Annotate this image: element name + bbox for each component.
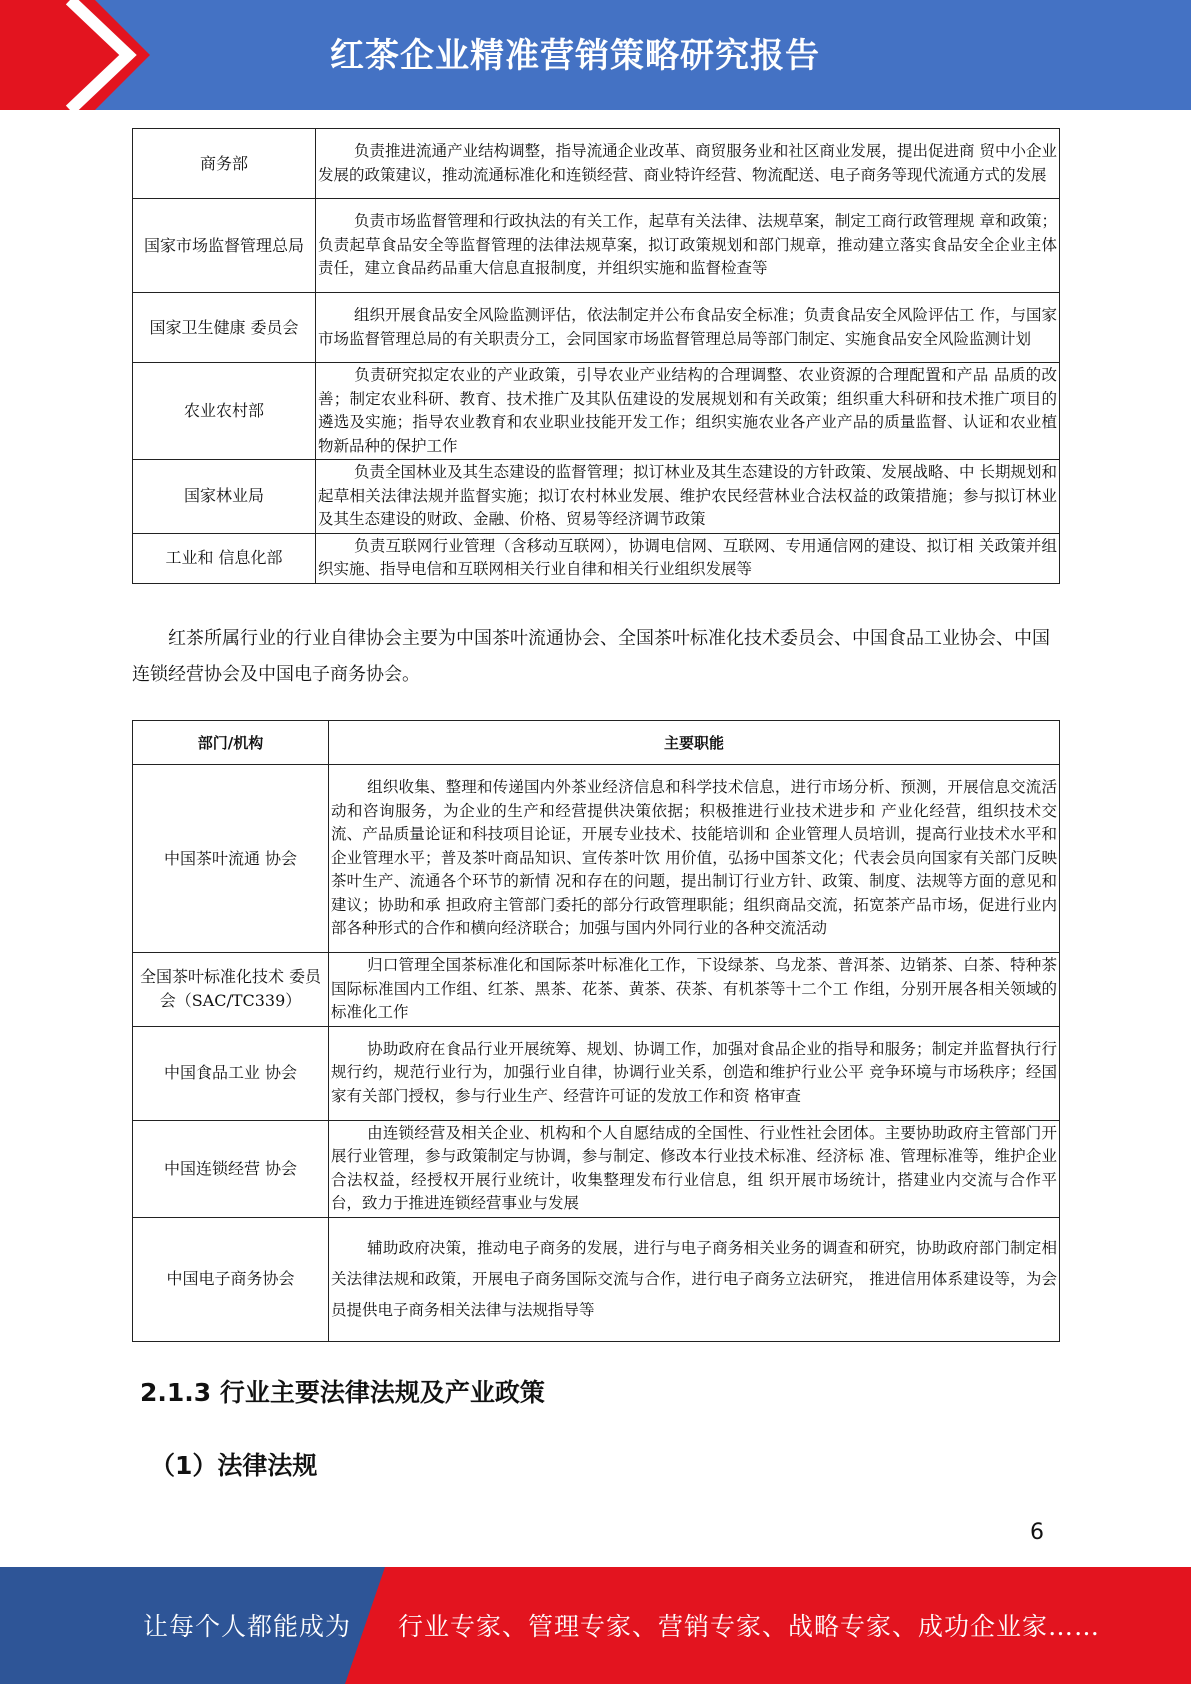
page-footer — [0, 1567, 1191, 1684]
dept-cell: 国家卫生健康 委员会 — [133, 293, 316, 363]
desc-cell: 辅助政府决策，推动电子商务的发展，进行与电子商务相关业务的调查和研究，协助政府部门制定相关法律法规和政策，开展电子商务国际交流与合作，进行电子商务立法研究， 推进信用体系建设等，为会员提供电子商务相关法律与法规指导等 — [329, 1217, 1060, 1341]
header-dept: 部门/机构 — [133, 721, 329, 765]
desc-cell: 负责推进流通产业结构调整，指导流通企业改革、商贸服务业和社区商业发展，提出促进商 贸中小企业发展的政策建议，推动流通标准化和连锁经营、商业特许经营、物流配送、电子商务等现代流通方式的发展 — [316, 129, 1060, 199]
dept-cell: 中国连锁经营 协会 — [133, 1120, 329, 1217]
table-row — [133, 1217, 1060, 1341]
table-row — [133, 765, 1060, 953]
table-row — [133, 199, 1060, 293]
table-row — [133, 953, 1060, 1027]
dept-cell: 中国茶叶流通 协会 — [133, 765, 329, 953]
table-row — [133, 363, 1060, 460]
desc-cell: 负责互联网行业管理（含移动互联网），协调电信网、互联网、专用通信网的建设、拟订相 关政策并组织实施、指导电信和互联网相关行业自律和相关行业组织发展等 — [316, 533, 1060, 583]
desc-cell: 负责研究拟定农业的产业政策，引导农业产业结构的合理调整、农业资源的合理配置和产品 品质的改善；制定农业科研、教育、技术推广及其队伍建设的发展规划和有关政策；组织重大科研和技术推广项目的遴选及实施；指导农业教育和农业职业技能开发工作；组织实施农业各产业产品的质量监督、认证和农业植物新品种的保护工作 — [316, 363, 1060, 460]
desc-cell: 组织收集、整理和传递国内外茶业经济信息和科学技术信息，进行市场分析、预测，开展信息交流活动和咨询服务，为企业的生产和经营提供决策依据；积极推进行业技术进步和 产业化经营，组织技术交流、产品质量论证和科技项目论证，开展专业技术、技能培训和 企业管理人员培训，提高行业技术水平和企业管理水平；普及茶叶商品知识、宣传茶叶饮 用价值，弘扬中国茶文化；代表会员向国家有关部门反映茶叶生产、流通各个环节的新情 况和存在的问题，提出制订行业方针、政策、制度、法规等方面的意见和建议；协助和承 担政府主管部门委托的部分行政管理职能；组织商品交流，拓宽茶产品市场，促进行业内 部各种形式的合作和横向经济联合；加强与国内外同行业的各种交流活动 — [329, 765, 1060, 953]
table-row — [133, 129, 1060, 199]
dept-cell: 全国茶叶标准化技术 委员会（SAC/TC339） — [133, 953, 329, 1027]
table-header-row — [133, 721, 1060, 765]
dept-cell: 中国电子商务协会 — [133, 1217, 329, 1341]
dept-cell: 国家林业局 — [133, 460, 316, 534]
header-desc: 主要职能 — [329, 721, 1060, 765]
footer-slogan-left: 让每个人都能成为 — [143, 1612, 352, 1641]
table-row — [133, 1026, 1060, 1120]
desc-cell: 组织开展食品安全风险监测评估，依法制定并公布食品安全标准；负责食品安全风险评估工 作，与国家市场监督管理总局的有关职责分工，会同国家市场监督管理总局等部门制定、实施食品安全风险监测计划 — [316, 293, 1060, 363]
associations-paragraph: 红茶所属行业的行业自律协会主要为中国茶叶流通协会、全国茶叶标准化技术委员会、中国食品工业协会、中国连锁经营协会及中国电子商务协会。 — [132, 628, 1050, 685]
table-row — [133, 293, 1060, 363]
report-title: 红茶企业精准营销策略研究报告 — [330, 36, 820, 76]
desc-cell: 负责市场监督管理和行政执法的有关工作，起草有关法律、法规草案，制定工商行政管理规 章和政策；负责起草食品安全等监督管理的法律法规草案，拟订政策规划和部门规章，推动建立落实食品安全企业主体责任，建立食品药品重大信息直报制度，并组织实施和监督检查等 — [316, 199, 1060, 293]
dept-cell: 农业农村部 — [133, 363, 316, 460]
desc-cell: 由连锁经营及相关企业、机构和个人自愿结成的全国性、行业性社会团体。主要协助政府主管部门开展行业管理，参与政策制定与协调，参与制定、修改本行业技术标准、经济标 准、管理标准等，维护企业合法权益，经授权开展行业统计，收集整理发布行业信息，组 织开展市场统计，搭建业内交流与合作平台，致力于推进连锁经营事业与发展 — [329, 1120, 1060, 1217]
section-heading: 2.1.3 行业主要法律法规及产业政策 — [140, 1378, 545, 1407]
dept-cell: 国家市场监督管理总局 — [133, 199, 316, 293]
dept-cell: 中国食品工业 协会 — [133, 1026, 329, 1120]
dept-cell: 商务部 — [133, 129, 316, 199]
page-header — [0, 0, 1191, 110]
desc-cell: 协助政府在食品行业开展统筹、规划、协调工作，加强对食品企业的指导和服务；制定并监督执行行规行约，规范行业行为，加强行业自律，协调行业关系，创造和维护行业公平 竞争环境与市场秩序；经国家有关部门授权，参与行业生产、经营许可证的发放工作和资 格审查 — [329, 1026, 1060, 1120]
table-row — [133, 460, 1060, 534]
table-row — [133, 1120, 1060, 1217]
industry-associations-table — [132, 720, 1060, 1342]
government-departments-table — [132, 128, 1060, 584]
desc-cell: 负责全国林业及其生态建设的监督管理；拟订林业及其生态建设的方针政策、发展战略、中 长期规划和起草相关法律法规并监督实施；拟订农村林业发展、维护农民经营林业合法权益的政策措施；参与拟订林业及其生态建设的财政、金融、价格、贸易等经济调节政策 — [316, 460, 1060, 534]
dept-cell: 工业和 信息化部 — [133, 533, 316, 583]
footer-slogan-right: 行业专家、管理专家、营销专家、战略专家、成功企业家…… — [398, 1612, 1101, 1641]
table-row — [133, 533, 1060, 583]
desc-cell: 归口管理全国茶标准化和国际茶叶标准化工作，下设绿茶、乌龙茶、普洱茶、边销茶、白茶、特种茶国际标准国内工作组、红茶、黑茶、花茶、黄茶、茯茶、有机茶等十二个工 作组，分别开展各相关领域的标准化工作 — [329, 953, 1060, 1027]
page-number: 6 — [1030, 1520, 1044, 1545]
sub-heading: （1）法律法规 — [150, 1451, 318, 1480]
